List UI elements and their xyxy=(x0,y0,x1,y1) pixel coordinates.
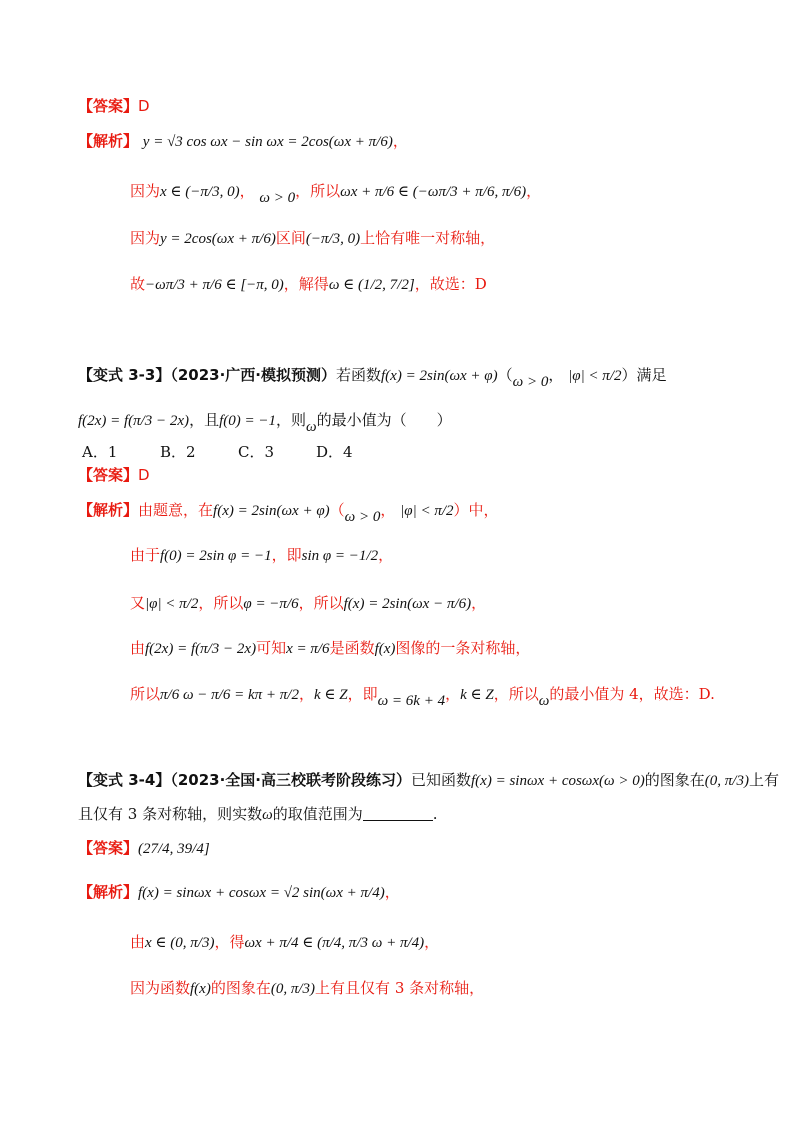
formula: |φ| < π/2 xyxy=(145,596,199,612)
text: 上恰有唯一对称轴， xyxy=(360,229,496,247)
text: 由于 xyxy=(130,546,161,564)
text: ，得 xyxy=(214,933,245,951)
formula: f(0) = 2sin φ = −1 xyxy=(160,548,272,564)
text: 已知函数 xyxy=(410,771,471,789)
answer-label: 【答案】 xyxy=(78,839,139,857)
formula: f(x) = 2sin(ωx + φ) xyxy=(381,368,498,384)
formula: ω ∈ (1/2, 7/2] xyxy=(328,277,415,293)
formula: f(x) = sinωx + cosωx = √2 sin(ωx + π/4) xyxy=(138,885,385,901)
punct: ， xyxy=(378,546,394,564)
text: 且仅有 3 条对称轴，则实数 xyxy=(78,805,263,823)
formula: f(x) = 2sin(ωx + φ) xyxy=(213,503,330,519)
text: ，解得 xyxy=(283,275,329,293)
text: 由题意，在 xyxy=(138,501,214,519)
analysis-line-2-5 xyxy=(130,684,715,709)
question-line-1 xyxy=(78,365,667,390)
text: ，即 xyxy=(347,685,378,703)
text: ）满足 xyxy=(621,366,667,384)
text: 由 xyxy=(130,933,146,951)
punct: （ xyxy=(329,501,345,519)
analysis-line-3 xyxy=(130,228,495,249)
answer-formula: (27/4, 39/4] xyxy=(138,841,210,857)
text: 上有且仅有 3 条对称轴， xyxy=(315,979,485,997)
formula: f(x) = sinωx + cosωx(ω > 0) xyxy=(471,773,645,789)
option-c: C．3 xyxy=(238,443,275,461)
formula: ωx + π/4 ∈ (π/4, π/3 ω + π/4) xyxy=(244,935,425,951)
analysis-line-2-2 xyxy=(130,545,393,566)
text: ，且 xyxy=(189,411,220,429)
analysis-line-3-1 xyxy=(78,882,400,903)
formula: ω > 0 xyxy=(344,509,381,525)
formula: f(x) = 2sin(ωx − π/6) xyxy=(343,596,472,612)
formula: sin φ = −1/2 xyxy=(301,548,379,564)
formula: (−π/3, 0) xyxy=(305,231,361,247)
punct: ， xyxy=(526,182,542,200)
text: ）中， xyxy=(453,501,499,519)
formula: f(0) = −1 xyxy=(219,413,276,429)
formula: k ∈ Z xyxy=(460,687,494,703)
text: 的最小值为 4，故选：D. xyxy=(549,685,715,703)
text: ，则 xyxy=(275,411,306,429)
formula: ω > 0 xyxy=(259,190,296,206)
formula: φ = −π/6 xyxy=(243,596,299,612)
question-source: （2023·全国·高三校联考阶段练习） xyxy=(170,771,411,789)
text: 由 xyxy=(130,639,146,657)
text: ，故选：D xyxy=(414,275,487,293)
text: 因为 xyxy=(130,182,161,200)
question-line-3-1 xyxy=(78,770,779,791)
answer-blank xyxy=(363,806,433,821)
analysis-line-1 xyxy=(78,131,408,152)
question-tag: 【变式 3-3】 xyxy=(78,366,171,384)
answer-line-1 xyxy=(78,96,150,116)
analysis-line-3-3 xyxy=(130,978,484,999)
formula: f(x) xyxy=(190,981,211,997)
analysis-line-4 xyxy=(130,274,487,295)
analysis-line-2-1 xyxy=(78,500,499,525)
analysis-line-2 xyxy=(130,181,542,206)
analysis-label: 【解析】 xyxy=(78,132,139,150)
question-tag: 【变式 3-4】 xyxy=(78,771,171,789)
text: 区间 xyxy=(275,229,306,247)
question-line-2 xyxy=(78,410,452,435)
text: ，所以 xyxy=(295,182,341,200)
text: 的图象在 xyxy=(210,979,271,997)
punct: ， xyxy=(392,132,408,150)
punct: ， xyxy=(384,883,400,901)
formula: ω = 6k + 4 xyxy=(377,693,446,709)
formula: π/6 ω − π/6 = kπ + π/2 xyxy=(160,687,299,703)
text: ，即 xyxy=(271,546,302,564)
option-a: A．1 xyxy=(82,443,118,461)
formula: ωx + π/6 ∈ (−ωπ/3 + π/6, π/6) xyxy=(340,184,527,200)
analysis-line-2-3 xyxy=(130,593,486,614)
text: ，所以 xyxy=(298,594,344,612)
text: ，所以 xyxy=(493,685,539,703)
punct: （ xyxy=(497,366,513,384)
punct: ， xyxy=(471,594,487,612)
formula: f(2x) = f(π/3 − 2x) xyxy=(145,641,257,657)
text: 的图象在 xyxy=(644,771,705,789)
punct: ， xyxy=(445,685,461,703)
formula: x ∈ (0, π/3) xyxy=(145,935,215,951)
question-line-3-2 xyxy=(78,804,437,825)
punct: . xyxy=(432,805,438,823)
text: 因为函数 xyxy=(130,979,191,997)
text: 可知 xyxy=(256,639,287,657)
punct: ， xyxy=(239,182,255,200)
formula: |φ| < π/2 xyxy=(400,503,454,519)
answer-label: 【答案】 xyxy=(78,97,139,115)
formula: y = 2cos(ωx + π/6) xyxy=(160,231,276,247)
text: 故 xyxy=(130,275,146,293)
analysis-label: 【解析】 xyxy=(78,501,139,519)
formula: (0, π/3) xyxy=(270,981,316,997)
text: 是函数 xyxy=(329,639,375,657)
formula: ω xyxy=(538,693,550,709)
analysis-label: 【解析】 xyxy=(78,883,139,901)
question-source: （2023·广西·模拟预测） xyxy=(170,366,336,384)
text: 所以 xyxy=(130,685,161,703)
answer-label: 【答案】 xyxy=(78,466,139,484)
formula: |φ| < π/2 xyxy=(568,368,622,384)
formula: −ωπ/3 + π/6 ∈ [−π, 0) xyxy=(145,277,284,293)
formula: x = π/6 xyxy=(286,641,330,657)
text: 图像的一条对称轴， xyxy=(395,639,531,657)
formula: ω > 0 xyxy=(512,374,549,390)
text: 因为 xyxy=(130,229,161,247)
text: 又 xyxy=(130,594,146,612)
analysis-line-2-4 xyxy=(130,638,530,659)
text: ，所以 xyxy=(198,594,244,612)
formula: x ∈ (−π/3, 0) xyxy=(160,184,240,200)
answer-value: D xyxy=(138,97,150,115)
formula: ω xyxy=(262,807,273,823)
formula: (0, π/3) xyxy=(704,773,749,789)
formula: ω xyxy=(306,419,317,435)
formula: f(2x) = f(π/3 − 2x) xyxy=(78,413,190,429)
text: 的取值范围为 xyxy=(272,805,363,823)
formula: f(x) xyxy=(374,641,396,657)
option-d: D．4 xyxy=(316,443,353,461)
punct: ， xyxy=(298,685,314,703)
analysis-line-3-2 xyxy=(130,932,439,953)
text: 若函数 xyxy=(335,366,381,384)
answer-line-2 xyxy=(78,465,150,485)
punct: ， xyxy=(424,933,440,951)
punct: ， xyxy=(548,366,564,384)
options-line xyxy=(82,442,394,462)
formula: y = √3 cos ωx − sin ωx = 2cos(ωx + π/6) xyxy=(142,134,393,150)
answer-value: D xyxy=(138,466,150,484)
option-b: B．2 xyxy=(160,443,196,461)
text: 上有 xyxy=(748,771,779,789)
text: 的最小值为（ ） xyxy=(316,411,452,429)
formula: k ∈ Z xyxy=(313,687,348,703)
answer-line-3 xyxy=(78,838,210,859)
punct: ， xyxy=(380,501,396,519)
